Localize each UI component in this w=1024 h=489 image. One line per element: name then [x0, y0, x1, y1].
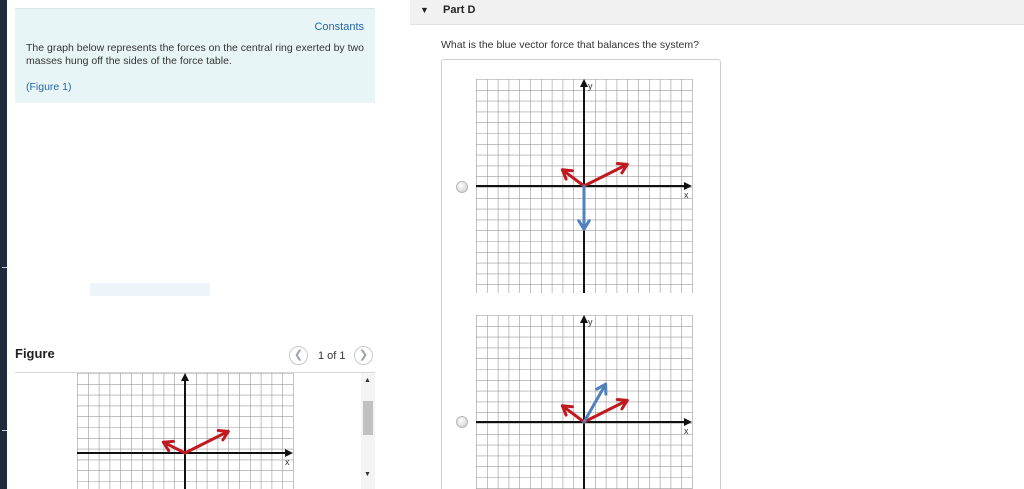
- part-d-question: What is the blue vector force that balances the system?: [441, 39, 699, 51]
- y-axis-arrow-icon: [580, 79, 588, 87]
- left-edge-tick: [2, 430, 7, 431]
- intro-panel: [15, 8, 375, 103]
- x-axis-arrow-icon: [285, 449, 293, 457]
- chevron-right-icon: ❯: [358, 349, 369, 361]
- left-edge-tick: [2, 267, 7, 268]
- left-edge-strip: [0, 0, 7, 489]
- figure-force-graph: [77, 373, 295, 489]
- figure-heading: Figure: [15, 346, 55, 361]
- scroll-down-arrow-icon[interactable]: ▼: [364, 471, 371, 478]
- x-axis-arrow-icon: [684, 182, 692, 190]
- x-axis-label: x: [684, 190, 689, 200]
- vector-red-right: [185, 431, 228, 453]
- figure-prev-button[interactable]: [289, 346, 308, 365]
- choice-a-radio[interactable]: [456, 181, 468, 193]
- choice-a-graph: [476, 79, 694, 295]
- caret-down-icon[interactable]: ▼: [420, 5, 429, 15]
- x-axis-arrow-icon: [684, 418, 692, 426]
- constants-link[interactable]: Constants: [314, 21, 364, 33]
- part-d-title: Part D: [443, 4, 476, 16]
- chevron-left-icon: ❮: [293, 349, 304, 361]
- figure-1-link[interactable]: (Figure 1): [26, 81, 72, 93]
- figure-counter: 1 of 1: [318, 350, 346, 362]
- figure-next-button[interactable]: [354, 346, 373, 365]
- x-axis-label: x: [684, 426, 689, 436]
- faint-overlay-bar: [90, 283, 210, 296]
- choice-b-graph: [476, 315, 694, 489]
- y-axis-arrow-icon: [181, 373, 189, 381]
- figure-scrollbar[interactable]: [361, 373, 375, 489]
- part-d-header[interactable]: [410, 0, 1024, 25]
- y-axis-arrow-icon: [580, 315, 588, 323]
- y-axis-label: y: [588, 317, 593, 327]
- x-axis-label: x: [285, 457, 290, 467]
- problem-description: The graph below represents the forces on the central ring exerted by two masses hung off the sides of the force table.: [26, 42, 364, 67]
- y-axis-label: y: [588, 81, 593, 91]
- vector-red-right: [584, 164, 627, 186]
- scrollbar-thumb[interactable]: [363, 401, 373, 435]
- choice-b-radio[interactable]: [456, 416, 468, 428]
- scroll-up-arrow-icon[interactable]: ▲: [364, 377, 371, 384]
